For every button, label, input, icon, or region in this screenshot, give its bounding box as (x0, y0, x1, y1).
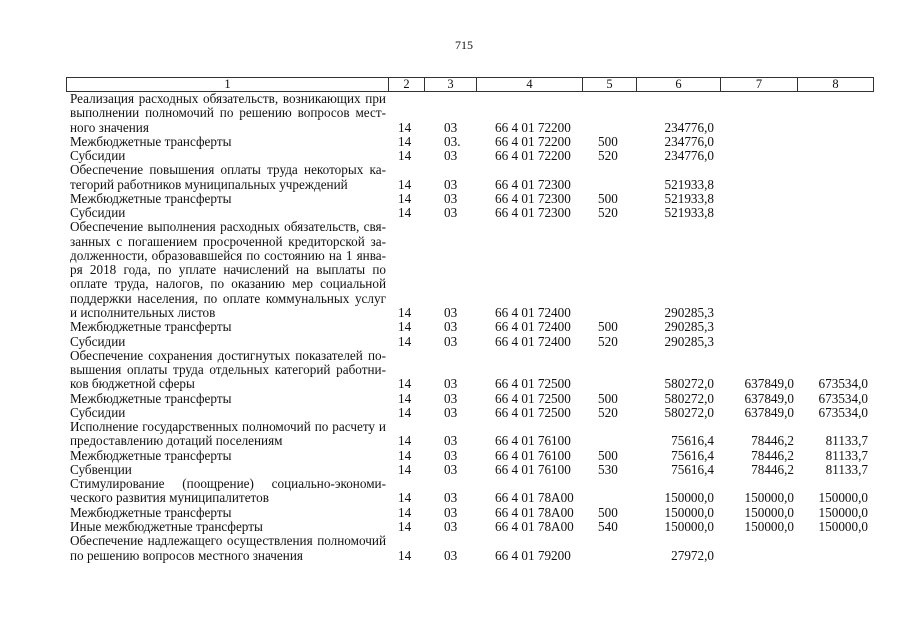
cell-c2: 14 (398, 148, 412, 164)
cell-c4: 66 4 01 72400 (495, 333, 571, 349)
cell-c2: 14 (398, 490, 412, 506)
cell-c8 (784, 306, 868, 320)
row-description (70, 406, 386, 420)
description-line: Субсидии (70, 404, 126, 420)
cell-c2: 14 (398, 119, 412, 135)
table-row (70, 135, 880, 149)
cell-c4: 66 4 01 78А00 (495, 518, 574, 534)
cell-c6: 290285,3 (664, 319, 714, 335)
table-row (70, 534, 880, 563)
cell-c3: 03 (444, 447, 458, 463)
table-row (70, 163, 880, 192)
cell-c3: 03 (444, 518, 458, 534)
cell-c7 (710, 549, 794, 563)
cell-c8: 673534,0 (818, 404, 868, 420)
description-line: Стимулирование (поощрение) социально-экономи- (70, 477, 386, 492)
row-description (70, 320, 386, 334)
description-line: поддержки населения, по оплате коммунальных услуг (70, 291, 386, 306)
cell-c8: 81133,7 (825, 461, 868, 477)
description-line: долженности, образовавшейся по состоянию на 1 янва- (70, 248, 386, 263)
table-row (70, 349, 880, 392)
cell-c7 (710, 149, 794, 163)
page-number: 715 (455, 38, 473, 52)
cell-c6: 521933,8 (664, 190, 714, 206)
cell-c5: 520 (598, 404, 618, 420)
cell-c5: 500 (598, 319, 618, 335)
cell-c3: 03 (444, 205, 458, 221)
table-body (70, 92, 880, 563)
row-description (70, 149, 386, 163)
cell-c4: 66 4 01 72400 (495, 319, 571, 335)
table-row (70, 420, 880, 449)
cell-c8: 150000,0 (818, 490, 868, 506)
header-col-6: 6 (637, 78, 721, 91)
cell-c2: 14 (398, 461, 412, 477)
cell-c5: 520 (598, 205, 618, 221)
cell-c3: 03 (444, 461, 458, 477)
row-description (70, 506, 386, 520)
table-row (70, 477, 880, 506)
description-line: Межбюджетные трансферты (70, 319, 232, 335)
cell-c6: 234776,0 (664, 133, 714, 149)
description-line: Межбюджетные трансферты (70, 390, 232, 406)
cell-c5: 540 (598, 518, 618, 534)
cell-c3: 03 (444, 504, 458, 520)
cell-c4: 66 4 01 72200 (495, 133, 571, 149)
cell-c3: 03. (444, 133, 461, 149)
description-line: Обеспечение повышения оплаты труда некоторых ка- (70, 163, 386, 178)
description-line: Обеспечение сохранения достигнутых показателей по- (70, 348, 386, 363)
cell-c7 (710, 206, 794, 220)
cell-c4: 66 4 01 76100 (495, 433, 571, 449)
cell-c4: 66 4 01 72500 (495, 376, 571, 392)
table-header (66, 77, 874, 92)
cell-c3: 03 (444, 490, 458, 506)
cell-c4: 66 4 01 76100 (495, 461, 571, 477)
cell-c2: 14 (398, 447, 412, 463)
cell-c2: 14 (398, 518, 412, 534)
cell-c6: 234776,0 (664, 148, 714, 164)
description-line: Межбюджетные трансферты (70, 447, 232, 463)
cell-c4: 66 4 01 78А00 (495, 504, 574, 520)
header-col-1: 1 (67, 78, 389, 91)
cell-c2: 14 (398, 205, 412, 221)
header-col-4: 4 (477, 78, 583, 91)
cell-c8: 150000,0 (818, 504, 868, 520)
row-description (70, 392, 386, 406)
cell-c7: 150000,0 (744, 490, 794, 506)
cell-c5: 530 (598, 461, 618, 477)
cell-c6: 290285,3 (664, 304, 714, 320)
cell-c4: 66 4 01 72200 (495, 148, 571, 164)
description-line: оплате труда, налогов, по оказанию мер социальной (70, 277, 386, 292)
description-line: по решению вопросов местного значения (70, 547, 303, 563)
cell-c8 (784, 206, 868, 220)
description-line: выполнении полномочий по решению вопросов мест- (70, 106, 386, 121)
row-description (70, 135, 386, 149)
description-line: Субсидии (70, 333, 126, 349)
cell-c3: 03 (444, 304, 458, 320)
cell-c8 (784, 135, 868, 149)
header-col-2: 2 (389, 78, 425, 91)
cell-c8 (784, 121, 868, 135)
cell-c7: 637849,0 (744, 376, 794, 392)
cell-c4: 66 4 01 72400 (495, 304, 571, 320)
description-line: Иные межбюджетные трансферты (70, 518, 263, 534)
description-line: Обеспечение надлежащего осуществления полномочий (70, 534, 386, 549)
description-line: ческого развития муниципалитетов (70, 490, 269, 506)
cell-c7 (710, 121, 794, 135)
table-row (70, 335, 880, 349)
row-description (70, 92, 386, 135)
cell-c5: 500 (598, 133, 618, 149)
cell-c6: 580272,0 (664, 404, 714, 420)
cell-c7 (710, 335, 794, 349)
row-description (70, 220, 386, 320)
cell-c4: 66 4 01 79200 (495, 547, 571, 563)
cell-c3: 03 (444, 119, 458, 135)
cell-c6: 580272,0 (664, 376, 714, 392)
cell-c6: 290285,3 (664, 333, 714, 349)
cell-c4: 66 4 01 78А00 (495, 490, 574, 506)
table-row (70, 206, 880, 220)
cell-c5: 500 (598, 390, 618, 406)
cell-c6: 150000,0 (664, 490, 714, 506)
cell-c8: 150000,0 (818, 518, 868, 534)
cell-c7 (710, 178, 794, 192)
cell-c8: 81133,7 (825, 433, 868, 449)
row-description (70, 477, 386, 506)
cell-c5: 520 (598, 148, 618, 164)
row-description (70, 163, 386, 192)
row-description (70, 534, 386, 563)
cell-c2: 14 (398, 190, 412, 206)
row-description (70, 520, 386, 534)
cell-c5: 500 (598, 190, 618, 206)
cell-c2: 14 (398, 319, 412, 335)
cell-c3: 03 (444, 148, 458, 164)
description-line: Межбюджетные трансферты (70, 190, 232, 206)
table-row (70, 406, 880, 420)
cell-c8 (784, 192, 868, 206)
row-description (70, 192, 386, 206)
cell-c7 (710, 135, 794, 149)
cell-c6: 580272,0 (664, 390, 714, 406)
cell-c5: 500 (598, 504, 618, 520)
table-row (70, 463, 880, 477)
cell-c2: 14 (398, 433, 412, 449)
cell-c7: 78446,2 (751, 461, 794, 477)
cell-c8 (784, 320, 868, 334)
table-row (70, 149, 880, 163)
cell-c2: 14 (398, 133, 412, 149)
description-line: ного значения (70, 119, 149, 135)
cell-c3: 03 (444, 390, 458, 406)
cell-c5: 520 (598, 333, 618, 349)
cell-c2: 14 (398, 333, 412, 349)
cell-c5: 500 (598, 447, 618, 463)
table-row (70, 192, 880, 206)
cell-c6: 521933,8 (664, 176, 714, 192)
table-row (70, 220, 880, 320)
cell-c6: 75616,4 (671, 447, 714, 463)
table-row (70, 520, 880, 534)
cell-c4: 66 4 01 72500 (495, 390, 571, 406)
cell-c6: 234776,0 (664, 119, 714, 135)
cell-c7: 637849,0 (744, 390, 794, 406)
description-line: Субсидии (70, 205, 126, 221)
cell-c3: 03 (444, 404, 458, 420)
row-description (70, 463, 386, 477)
cell-c3: 03 (444, 376, 458, 392)
cell-c3: 03 (444, 547, 458, 563)
cell-c2: 14 (398, 390, 412, 406)
description-line: занных с погашением просроченной кредиторской за- (70, 234, 386, 249)
header-col-7: 7 (721, 78, 798, 91)
description-line: и исполнительных листов (70, 304, 216, 320)
cell-c8 (784, 335, 868, 349)
cell-c3: 03 (444, 333, 458, 349)
cell-c3: 03 (444, 319, 458, 335)
cell-c2: 14 (398, 376, 412, 392)
cell-c6: 75616,4 (671, 433, 714, 449)
header-col-5: 5 (583, 78, 637, 91)
description-line: Субсидии (70, 148, 126, 164)
cell-c7: 150000,0 (744, 518, 794, 534)
cell-c4: 66 4 01 72500 (495, 404, 571, 420)
row-description (70, 335, 386, 349)
cell-c6: 150000,0 (664, 504, 714, 520)
table-row (70, 506, 880, 520)
cell-c7 (710, 320, 794, 334)
cell-c3: 03 (444, 433, 458, 449)
row-description (70, 206, 386, 220)
description-line: вышения оплаты труда отдельных категорий работни- (70, 363, 386, 378)
description-line: ря 2018 года, по уплате начислений на выплаты по (70, 263, 386, 278)
cell-c6: 150000,0 (664, 518, 714, 534)
cell-c4: 66 4 01 72300 (495, 176, 571, 192)
cell-c6: 27972,0 (671, 547, 714, 563)
table-row (70, 92, 880, 135)
cell-c8 (784, 178, 868, 192)
cell-c2: 14 (398, 404, 412, 420)
cell-c7: 78446,2 (751, 447, 794, 463)
cell-c2: 14 (398, 504, 412, 520)
description-line: ков бюджетной сферы (70, 376, 195, 392)
description-line: Обеспечение выполнения расходных обязательств, свя- (70, 220, 386, 235)
description-line: тегорий работников муниципальных учреждений (70, 176, 348, 192)
cell-c2: 14 (398, 547, 412, 563)
row-description (70, 449, 386, 463)
description-line: предоставлению дотаций поселениям (70, 433, 283, 449)
header-col-8: 8 (832, 77, 839, 91)
header-col-3: 3 (425, 78, 477, 91)
cell-c6: 521933,8 (664, 205, 714, 221)
cell-c7 (710, 306, 794, 320)
cell-c8: 673534,0 (818, 376, 868, 392)
table-row (70, 320, 880, 334)
cell-c7: 150000,0 (744, 504, 794, 520)
cell-c8 (784, 549, 868, 563)
cell-c3: 03 (444, 190, 458, 206)
description-line: Исполнение государственных полномочий по расчету и (70, 420, 386, 435)
cell-c8: 81133,7 (825, 447, 868, 463)
description-line: Межбюджетные трансферты (70, 133, 232, 149)
cell-c2: 14 (398, 304, 412, 320)
description-line: Межбюджетные трансферты (70, 504, 232, 520)
cell-c4: 66 4 01 72300 (495, 205, 571, 221)
row-description (70, 420, 386, 449)
cell-c6: 75616,4 (671, 461, 714, 477)
cell-c8 (784, 149, 868, 163)
cell-c4: 66 4 01 72200 (495, 119, 571, 135)
cell-c3: 03 (444, 176, 458, 192)
description-line: Субвенции (70, 461, 132, 477)
row-description (70, 349, 386, 392)
cell-c2: 14 (398, 176, 412, 192)
cell-c7 (710, 192, 794, 206)
cell-c4: 66 4 01 76100 (495, 447, 571, 463)
cell-c8: 673534,0 (818, 390, 868, 406)
table-row (70, 392, 880, 406)
table-row (70, 449, 880, 463)
cell-c7: 637849,0 (744, 404, 794, 420)
description-line: Реализация расходных обязательств, возникающих при (70, 92, 386, 106)
cell-c7: 78446,2 (751, 433, 794, 449)
cell-c4: 66 4 01 72300 (495, 190, 571, 206)
